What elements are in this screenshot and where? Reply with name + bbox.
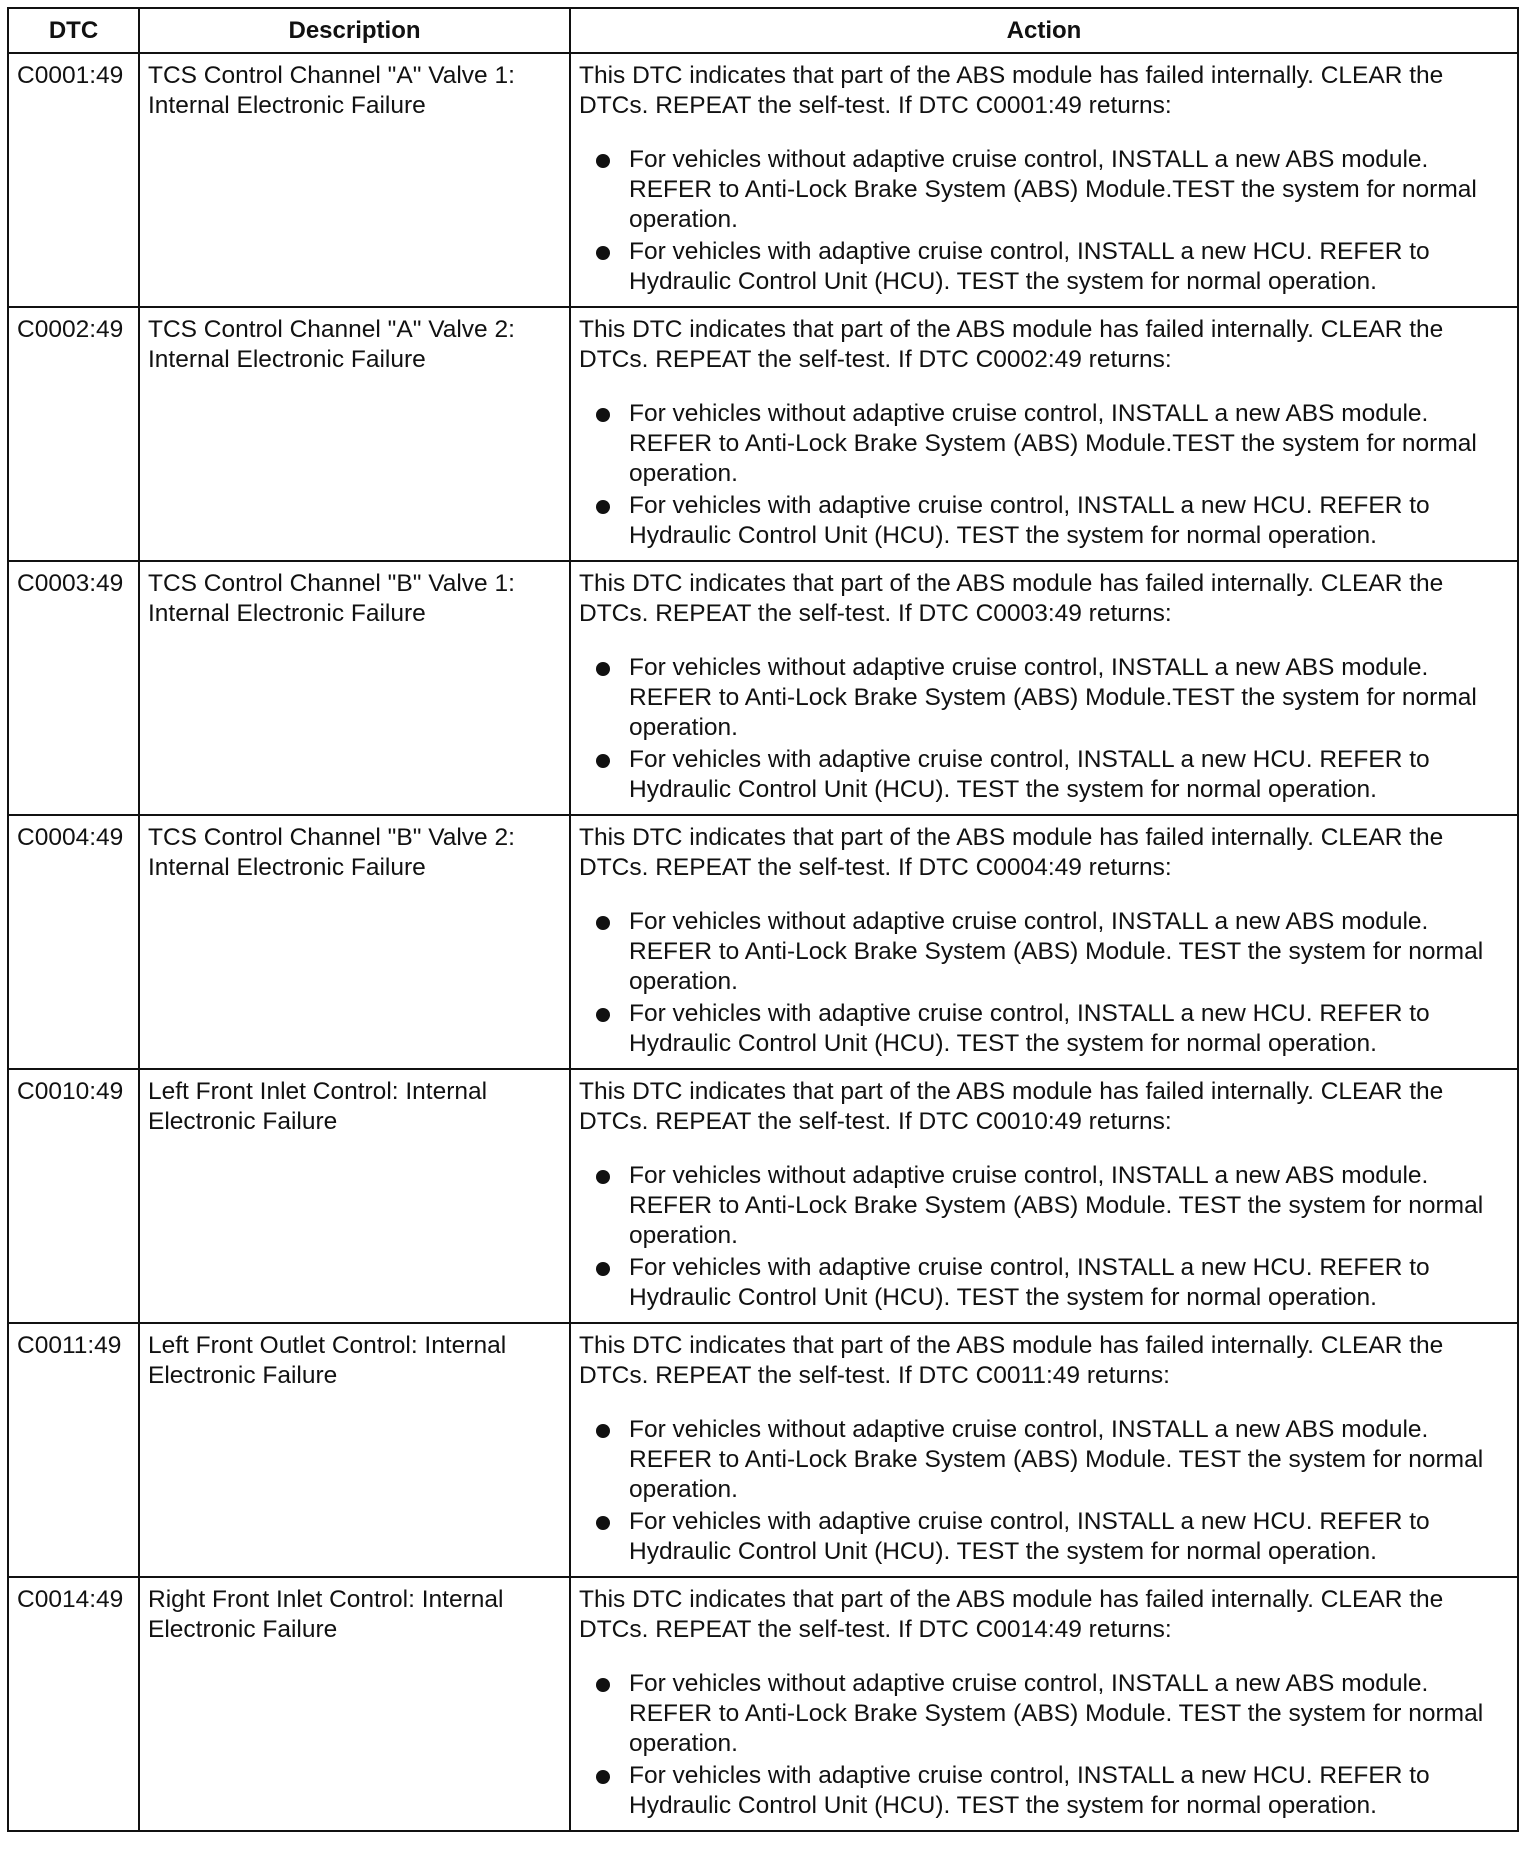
bullet-text: For vehicles with adaptive cruise control, INSTALL a new HCU. REFER to Hydraulic Control Unit (HCU). TEST the system for normal operation. xyxy=(629,1762,1430,1819)
bullet-dot-icon xyxy=(596,1170,610,1184)
dtc-code: C0002:49 xyxy=(8,307,139,561)
action-intro-text: This DTC indicates that part of the ABS module has failed internally. CLEAR the DTCs. REPEAT the self-test. If DTC C0014:49 returns: xyxy=(579,1586,1444,1643)
list-item xyxy=(579,1669,1509,1759)
bullet-text: For vehicles without adaptive cruise control, INSTALL a new ABS module. REFER to Anti-Lock Brake System (ABS) Module.TEST the system for normal operation. xyxy=(629,400,1477,487)
action-intro-text: This DTC indicates that part of the ABS module has failed internally. CLEAR the DTCs. REPEAT the self-test. If DTC C0003:49 returns: xyxy=(579,570,1444,627)
list-item xyxy=(579,1253,1509,1313)
dtc-description: Left Front Outlet Control: Internal Electronic Failure xyxy=(139,1323,570,1577)
bullet-text: For vehicles without adaptive cruise control, INSTALL a new ABS module. REFER to Anti-Lock Brake System (ABS) Module.TEST the system for normal operation. xyxy=(629,146,1477,233)
table-row xyxy=(8,307,1518,561)
list-item xyxy=(579,653,1509,743)
bullet-text: For vehicles with adaptive cruise control, INSTALL a new HCU. REFER to Hydraulic Control Unit (HCU). TEST the system for normal operation. xyxy=(629,746,1430,803)
header-dtc: DTC xyxy=(8,8,139,53)
dtc-table xyxy=(7,7,1519,1832)
bullet-text: For vehicles without adaptive cruise control, INSTALL a new ABS module. REFER to Anti-Lock Brake System (ABS) Module. TEST the system for normal operation. xyxy=(629,1162,1484,1249)
list-item xyxy=(579,907,1509,997)
list-item xyxy=(579,745,1509,805)
bullet-text: For vehicles with adaptive cruise control, INSTALL a new HCU. REFER to Hydraulic Control Unit (HCU). TEST the system for normal operation. xyxy=(629,492,1430,549)
action-intro-text: This DTC indicates that part of the ABS module has failed internally. CLEAR the DTCs. REPEAT the self-test. If DTC C0011:49 returns: xyxy=(579,1332,1444,1389)
action-bullet-list xyxy=(579,907,1509,1059)
list-item xyxy=(579,999,1509,1059)
action-bullet-list xyxy=(579,1161,1509,1313)
dtc-description: Left Front Inlet Control: Internal Electronic Failure xyxy=(139,1069,570,1323)
list-item xyxy=(579,1507,1509,1567)
bullet-dot-icon xyxy=(596,662,610,676)
document-page xyxy=(7,7,1517,1847)
dtc-action xyxy=(570,1069,1518,1323)
dtc-description: TCS Control Channel "B" Valve 2: Internal Electronic Failure xyxy=(139,815,570,1069)
action-bullet-list xyxy=(579,145,1509,297)
bullet-dot-icon xyxy=(596,1770,610,1784)
bullet-text: For vehicles without adaptive cruise control, INSTALL a new ABS module. REFER to Anti-Lock Brake System (ABS) Module. TEST the system for normal operation. xyxy=(629,1670,1484,1757)
bullet-dot-icon xyxy=(596,1424,610,1438)
table-header-row xyxy=(8,8,1518,53)
dtc-action xyxy=(570,53,1518,307)
list-item xyxy=(579,1415,1509,1505)
bullet-dot-icon xyxy=(596,408,610,422)
bullet-text: For vehicles with adaptive cruise control, INSTALL a new HCU. REFER to Hydraulic Control Unit (HCU). TEST the system for normal operation. xyxy=(629,1254,1430,1311)
table-row xyxy=(8,815,1518,1069)
dtc-code: C0014:49 xyxy=(8,1577,139,1831)
table-row xyxy=(8,1323,1518,1577)
bullet-text: For vehicles with adaptive cruise control, INSTALL a new HCU. REFER to Hydraulic Control Unit (HCU). TEST the system for normal operation. xyxy=(629,238,1430,295)
list-item xyxy=(579,1761,1509,1821)
action-bullet-list xyxy=(579,653,1509,805)
bullet-dot-icon xyxy=(596,1262,610,1276)
action-bullet-list xyxy=(579,399,1509,551)
dtc-action xyxy=(570,307,1518,561)
action-bullet-list xyxy=(579,1415,1509,1567)
dtc-action xyxy=(570,561,1518,815)
bullet-text: For vehicles with adaptive cruise control, INSTALL a new HCU. REFER to Hydraulic Control Unit (HCU). TEST the system for normal operation. xyxy=(629,1508,1430,1565)
bullet-dot-icon xyxy=(596,154,610,168)
bullet-dot-icon xyxy=(596,246,610,260)
action-intro-text: This DTC indicates that part of the ABS module has failed internally. CLEAR the DTCs. REPEAT the self-test. If DTC C0001:49 returns: xyxy=(579,62,1444,119)
action-intro-text: This DTC indicates that part of the ABS module has failed internally. CLEAR the DTCs. REPEAT the self-test. If DTC C0010:49 returns: xyxy=(579,1078,1444,1135)
header-action: Action xyxy=(570,8,1518,53)
action-intro-text: This DTC indicates that part of the ABS module has failed internally. CLEAR the DTCs. REPEAT the self-test. If DTC C0004:49 returns: xyxy=(579,824,1444,881)
bullet-dot-icon xyxy=(596,754,610,768)
dtc-action xyxy=(570,1323,1518,1577)
bullet-dot-icon xyxy=(596,1008,610,1022)
dtc-code: C0010:49 xyxy=(8,1069,139,1323)
bullet-dot-icon xyxy=(596,1678,610,1692)
list-item xyxy=(579,145,1509,235)
dtc-code: C0011:49 xyxy=(8,1323,139,1577)
list-item xyxy=(579,1161,1509,1251)
bullet-dot-icon xyxy=(596,916,610,930)
dtc-description: TCS Control Channel "B" Valve 1: Internal Electronic Failure xyxy=(139,561,570,815)
header-description: Description xyxy=(139,8,570,53)
dtc-code: C0003:49 xyxy=(8,561,139,815)
dtc-description: TCS Control Channel "A" Valve 1: Internal Electronic Failure xyxy=(139,53,570,307)
bullet-dot-icon xyxy=(596,500,610,514)
action-bullet-list xyxy=(579,1669,1509,1821)
dtc-action xyxy=(570,1577,1518,1831)
bullet-text: For vehicles without adaptive cruise control, INSTALL a new ABS module. REFER to Anti-Lock Brake System (ABS) Module. TEST the system for normal operation. xyxy=(629,1416,1484,1503)
table-row xyxy=(8,561,1518,815)
action-intro-text: This DTC indicates that part of the ABS module has failed internally. CLEAR the DTCs. REPEAT the self-test. If DTC C0002:49 returns: xyxy=(579,316,1444,373)
table-row xyxy=(8,1577,1518,1831)
list-item xyxy=(579,237,1509,297)
bullet-text: For vehicles without adaptive cruise control, INSTALL a new ABS module. REFER to Anti-Lock Brake System (ABS) Module. TEST the system for normal operation. xyxy=(629,908,1484,995)
bullet-text: For vehicles with adaptive cruise control, INSTALL a new HCU. REFER to Hydraulic Control Unit (HCU). TEST the system for normal operation. xyxy=(629,1000,1430,1057)
dtc-code: C0001:49 xyxy=(8,53,139,307)
dtc-description: Right Front Inlet Control: Internal Electronic Failure xyxy=(139,1577,570,1831)
table-row xyxy=(8,1069,1518,1323)
dtc-code: C0004:49 xyxy=(8,815,139,1069)
dtc-description: TCS Control Channel "A" Valve 2: Internal Electronic Failure xyxy=(139,307,570,561)
bullet-text: For vehicles without adaptive cruise control, INSTALL a new ABS module. REFER to Anti-Lock Brake System (ABS) Module.TEST the system for normal operation. xyxy=(629,654,1477,741)
list-item xyxy=(579,399,1509,489)
table-row xyxy=(8,53,1518,307)
bullet-dot-icon xyxy=(596,1516,610,1530)
dtc-action xyxy=(570,815,1518,1069)
list-item xyxy=(579,491,1509,551)
